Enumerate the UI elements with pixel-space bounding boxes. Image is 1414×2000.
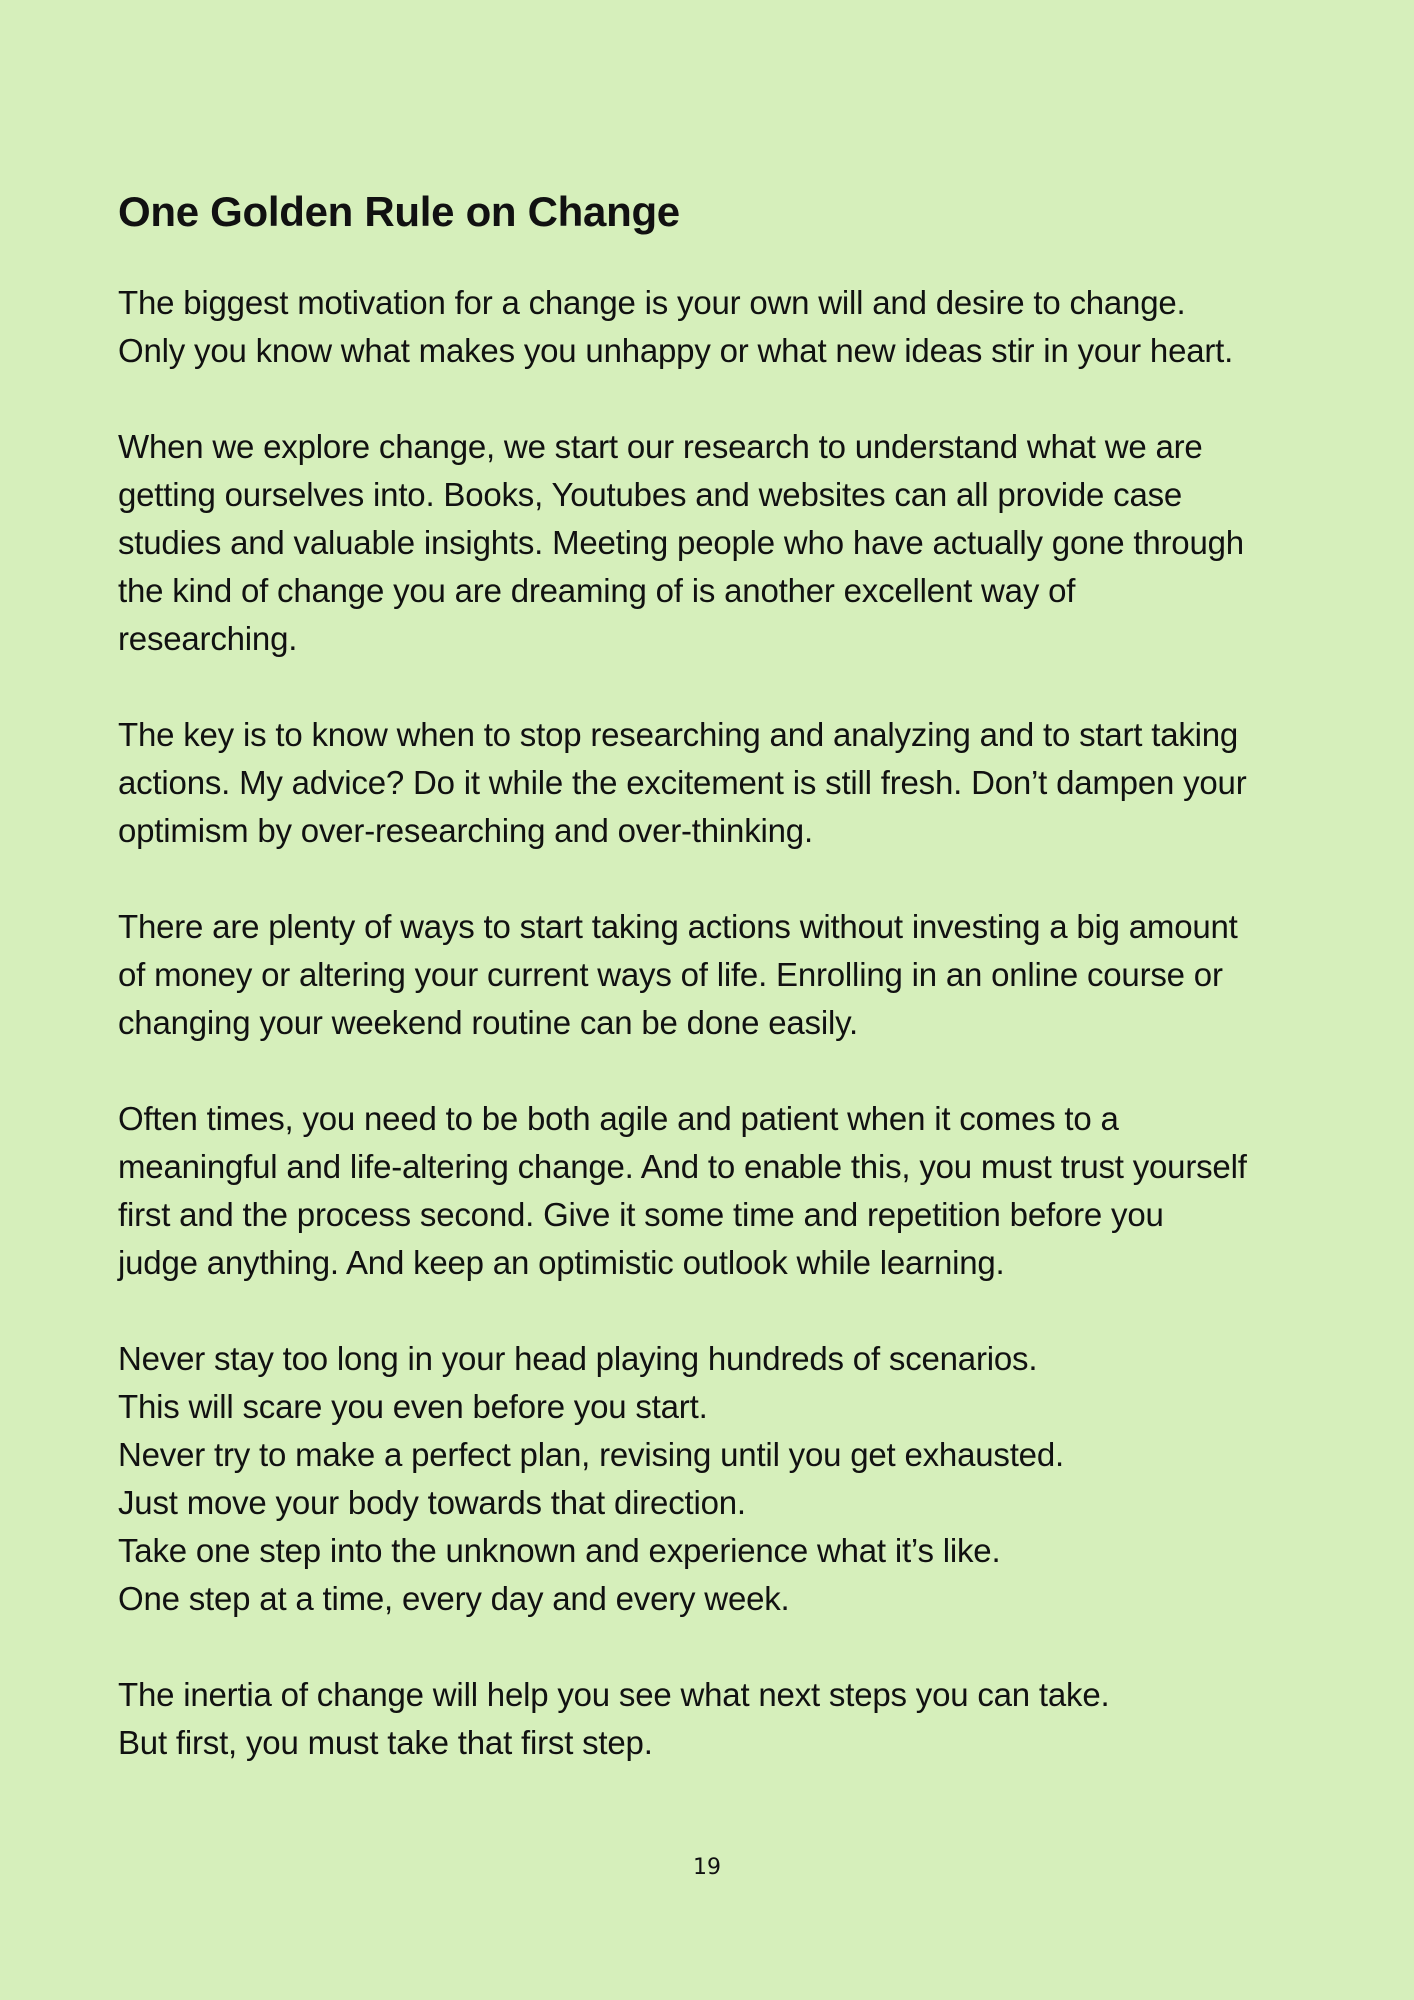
text-line: judge anything. And keep an optimistic outlook while learning. bbox=[118, 1244, 1005, 1281]
body-text bbox=[118, 279, 1334, 1767]
paragraph bbox=[118, 711, 1334, 855]
text-line: The biggest motivation for a change is your own will and desire to change. bbox=[118, 284, 1186, 321]
paragraph bbox=[118, 1671, 1334, 1767]
text-line: When we explore change, we start our research to understand what we are bbox=[118, 428, 1203, 465]
text-line: Just move your body towards that direction. bbox=[118, 1484, 746, 1521]
text-line: meaningful and life-altering change. And to enable this, you must trust yourself bbox=[118, 1148, 1247, 1185]
paragraph bbox=[118, 1095, 1334, 1287]
text-line: of money or altering your current ways of life. Enrolling in an online course or bbox=[118, 956, 1223, 993]
text-line: Take one step into the unknown and experience what it’s like. bbox=[118, 1532, 1001, 1569]
text-line: actions. My advice? Do it while the excitement is still fresh. Don’t dampen your bbox=[118, 764, 1247, 801]
text-line: This will scare you even before you start. bbox=[118, 1388, 708, 1425]
text-line: Often times, you need to be both agile and patient when it comes to a bbox=[118, 1100, 1119, 1137]
text-line: The key is to know when to stop researching and analyzing and to start taking bbox=[118, 716, 1239, 753]
paragraph bbox=[118, 423, 1334, 663]
text-line: One step at a time, every day and every week. bbox=[118, 1580, 790, 1617]
text-line: studies and valuable insights. Meeting people who have actually gone through bbox=[118, 524, 1244, 561]
paragraph bbox=[118, 279, 1334, 375]
paragraph bbox=[118, 903, 1334, 1047]
page-number: 19 bbox=[693, 1855, 721, 1880]
text-line: the kind of change you are dreaming of is another excellent way of bbox=[118, 572, 1076, 609]
text-line: Never try to make a perfect plan, revising until you get exhausted. bbox=[118, 1436, 1064, 1473]
text-line: The inertia of change will help you see what next steps you can take. bbox=[118, 1676, 1110, 1713]
page-title: One Golden Rule on Change bbox=[118, 188, 680, 235]
text-line: Never stay too long in your head playing hundreds of scenarios. bbox=[118, 1340, 1038, 1377]
text-line: But first, you must take that first step. bbox=[118, 1724, 653, 1761]
text-line: first and the process second. Give it some time and repetition before you bbox=[118, 1196, 1164, 1233]
text-line: changing your weekend routine can be done easily. bbox=[118, 1004, 858, 1041]
text-line: Only you know what makes you unhappy or what new ideas stir in your heart. bbox=[118, 332, 1234, 369]
text-line: getting ourselves into. Books, Youtubes and websites can all provide case bbox=[118, 476, 1183, 513]
text-line: researching. bbox=[118, 620, 298, 657]
text-line: There are plenty of ways to start taking actions without investing a big amount bbox=[118, 908, 1238, 945]
text-line: optimism by over-researching and over-thinking. bbox=[118, 812, 813, 849]
paragraph bbox=[118, 1335, 1334, 1623]
